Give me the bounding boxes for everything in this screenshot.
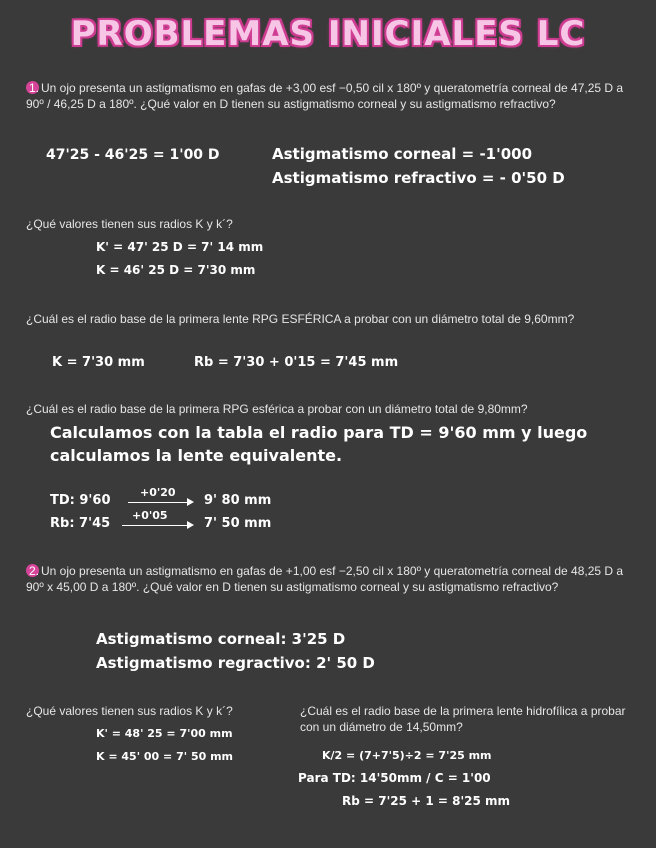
problem-1-td-step: +0'20 xyxy=(140,486,176,499)
problem-1-td-arrow xyxy=(128,502,192,503)
problem-1-radios-question: ¿Qué valores tienen sus radios K y k´? xyxy=(26,217,233,231)
problem-2-hidro-question: ¿Cuál es el radio base de la primera lente hidrofílica a probar con un diámetro de 14,50mm? xyxy=(300,704,626,734)
problem-1-number-badge: 1. xyxy=(26,81,41,95)
problem-2-k-prime: K' = 48' 25 = 7'00 mm xyxy=(96,727,233,740)
page-title: PROBLEMAS INICIALES LC xyxy=(70,14,586,54)
problem-1-explain-2: calculamos la lente equivalente. xyxy=(50,446,343,465)
problem-2-para-td: Para TD: 14'50mm / C = 1'00 xyxy=(298,771,491,785)
problem-2-rb: Rb = 7'25 + 1 = 8'25 mm xyxy=(342,794,511,808)
problem-1-k-prime: K' = 47' 25 D = 7' 14 mm xyxy=(96,240,264,254)
problem-1-question xyxy=(26,80,626,112)
problem-1-ast-refractivo: Astigmatismo refractivo = - 0'50 D xyxy=(272,169,565,187)
problem-2-number-badge: 2. xyxy=(26,564,41,578)
problem-1-explain-1: Calculamos con la tabla el radio para TD = 9'60 mm y luego xyxy=(50,423,588,442)
problem-1-calc: 47'25 - 46'25 = 1'00 D xyxy=(46,147,220,163)
problem-1-rb-to: 7' 50 mm xyxy=(204,516,272,531)
problem-2-question xyxy=(26,563,626,595)
problem-2-question-text: Un ojo presenta un astigmatismo en gafas de +1,00 esf −2,50 cil x 180º y queratometría corneal de 48,25 D a 90º x 45,00 D a 180º. ¿Qué valor en D tienen su astigmatismo corneal y su astigmatismo refractivo? xyxy=(26,564,624,594)
problem-1-rpg2-question: ¿Cuál es el radio base de la primera RPG esférica a probar con un diámetro total de 9,80mm? xyxy=(26,402,528,416)
problem-2-k: K = 45' 00 = 7' 50 mm xyxy=(96,750,234,763)
problem-1-rb-step: +0'05 xyxy=(132,509,168,522)
problem-2-radios-question: ¿Qué valores tienen sus radios K y k´? xyxy=(26,704,233,718)
problem-2-ast-refractivo: Astigmatismo regractivo: 2' 50 D xyxy=(96,654,375,672)
problem-1-question-text: Un ojo presenta un astigmatismo en gafas de +3,00 esf −0,50 cil x 180º y queratometría corneal de 47,25 D a 90º / 46,25 D a 180º. ¿Qué valor en D tienen su astigmatismo corneal y su astigmatismo refractivo? xyxy=(26,81,624,111)
problem-1-td-to: 9' 80 mm xyxy=(204,493,272,508)
problem-2-ast-corneal: Astigmatismo corneal: 3'25 D xyxy=(96,630,346,648)
problem-1-k: K = 46' 25 D = 7'30 mm xyxy=(96,263,256,277)
problem-2-k-half: K/2 = (7+7'5)÷2 = 7'25 mm xyxy=(322,749,492,762)
problem-1-td-from: TD: 9'60 xyxy=(50,493,111,508)
problem-1-rb-from: Rb: 7'45 xyxy=(50,516,111,531)
problem-1-ast-corneal: Astigmatismo corneal = -1'000 xyxy=(272,145,533,163)
problem-1-rb-line: Rb = 7'30 + 0'15 = 7'45 mm xyxy=(194,355,399,370)
problem-1-k-line: K = 7'30 mm xyxy=(52,355,145,370)
problem-1-rb-arrow xyxy=(122,525,192,526)
problem-1-rpg-question: ¿Cuál es el radio base de la primera lente RPG ESFÉRICA a probar con un diámetro total de 9,60mm? xyxy=(26,312,575,326)
